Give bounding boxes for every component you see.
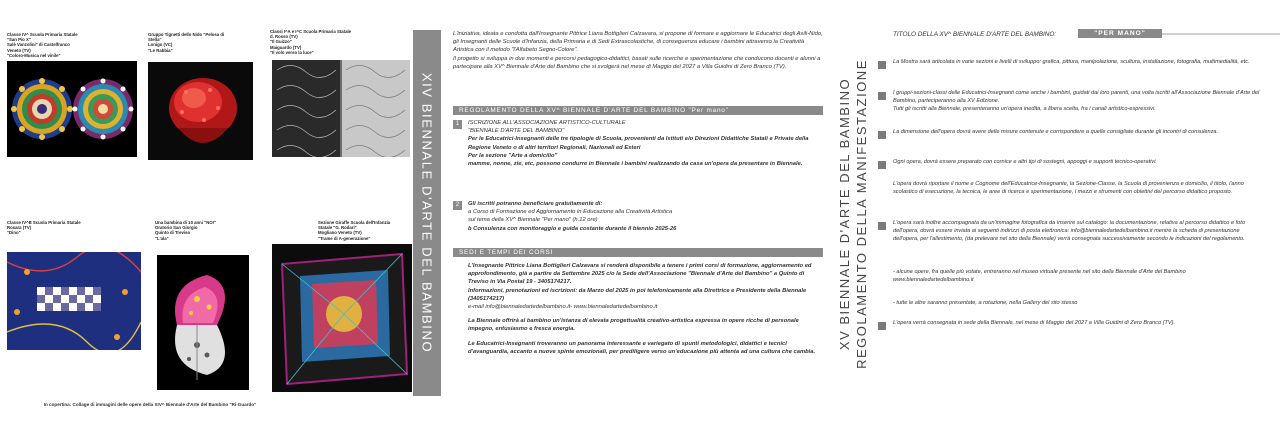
regulation-item: - tutte le altre saranno presentate, a rotazione, nella Gallery del sito stesso: [893, 300, 1078, 306]
regulation-item: L'opera sarà inoltre accompagnata da un'immagine fotografica da inserire sul catalogo: la documentazione, relativa al percorso didattico e foto dell'opera, dovrà essere inviata ai seguenti indirizzi di posta elettronica: info@biennaledartedelbambino.it mentre la scheda di presentazione dell'opera, per l'allestimento, (da prelevare nel sito della Biennale) verrà consegnata successivamente secondo le indicazioni del regolamento.: [893, 220, 1245, 243]
section-text: Per le Educatrici-Insegnanti delle tre tipologie di Scuola, provenienti da Istituti e/o Direzioni Didattiche Statali e Private della Regione Veneto o di altri territori Regionali, Nazionali ed Esteri: [468, 136, 809, 151]
theme-title-label: TITOLO DELLA XV^ BIENNALE D'ARTE DEL BAMBINO:: [893, 31, 1057, 38]
artwork-image: [272, 244, 412, 392]
section-text: Gli iscritti potranno beneficiare gratuitamente di:: [468, 201, 603, 207]
band-title-line: XV BIENNALE D'ARTE DEL BAMBINO: [837, 77, 852, 350]
section-text: "BIENNALE D'ARTE DEL BAMBINO": [468, 128, 565, 135]
artwork-image: [148, 62, 253, 160]
artwork-caption: Classi I^A e I^C Scuola Primaria Statale d. Rosso (TV) "Il Guizzo" Maiguardo (TV) "Il volo verso la luce": [270, 29, 352, 55]
regulation-item: Ogni opera, dovrà essere preparato con cornice e altri tipi di sostegni, appoggi e supporti tecnico-operativi.: [893, 159, 1157, 165]
artwork-caption: Classe IV^B Scuola Primaria Statale Rosara (TV) "Dino": [7, 220, 81, 236]
section-number: 1: [453, 120, 462, 129]
artwork-caption: Classe IV^ Scuola Primaria Statale "San Pio X" Salè Vanzolini" di Castelfranco Veneto (TV) "Coloro-Musica nel vinile": [7, 32, 78, 58]
band-title-line: REGOLAMENTO DELLA MANIFESTAZIONE: [854, 58, 869, 369]
band-title-right-text: [836, 59, 870, 369]
sedi-text: Informazioni, prenotazioni ed iscrizioni: da Marzo del 2025 in poi telefonicamente alla Direttrice e Presidente della Biennale (3405174217): [468, 287, 807, 302]
band-title-right: [838, 0, 868, 427]
regulation-item: La dimensione dell'opera dovrà avere delle misure contenute e corrispondere a quelle consigliate durante gli incontri di consulenza.: [893, 129, 1219, 135]
section-text: ISCRIZIONE ALL'ASSOCIAZIONE ARTISTICO-CULTURALE: [468, 120, 626, 126]
artwork-caption: Gruppo Tignetti dello Nido "Pelosa di Stella" Lonigo (VC) "Le Rabbia": [148, 32, 225, 53]
sedi-contact: e-mail info@biennaledartedelbambino.it- www.biennaledartedelbambino.it: [468, 304, 658, 311]
bullet-square-icon: [878, 161, 886, 169]
band-title-text: XIV BIENNALE D'ARTE DEL BAMBINO: [419, 72, 435, 354]
artwork-image: [157, 255, 249, 390]
section-number: 2: [453, 201, 462, 210]
artwork-image: [272, 60, 410, 157]
sedi-text: La Biennale offrirà al bambino un'istanza di elevata progettualità creativo-artistica espressa in opere ricche di personale impegno, entusiasmo e fresca energia.: [468, 318, 799, 333]
artwork-caption: Sezione Giraffe Scuola dell'Infanzia Statale "G. Rodari" Mogliano Veneto (TV) "Trame di A-generazione": [318, 220, 391, 241]
theme-title-badge: "PER MANO": [1078, 29, 1162, 38]
artwork-image: [7, 252, 141, 350]
regulation-item: La Mostra sarà articolata in varie sezioni e livelli di sviluppo: grafica, pittura, manipolazione, scultura, installazione, fotografia, multimedialità, etc.: [893, 59, 1250, 65]
band-title-left: [413, 30, 441, 396]
bullet-square-icon: [878, 322, 886, 330]
section-registration: [468, 119, 823, 168]
section-text: mamme, nonne, zie, etc, possono condurre in Biennale i bambini realizzando da casa un'opera da presentare in Biennale.: [468, 161, 803, 168]
bullet-square-icon: [878, 92, 886, 100]
section-text: b Consulenza con monitoraggio e guida costante durante il biennio 2025-26: [468, 225, 677, 232]
intro-block: [453, 30, 823, 71]
section-benefits: [468, 200, 823, 233]
intro-paragraph: Il progetto si sviluppa in due momenti e percorsi pedagogico-didattici, basati sulle ricerche e sperimentazione che conducono docenti e alunni a partecipare alla XV^ Biennale d'Arte del Bambino che si svolgerà nel mese di Maggio del 2027 a Villa Guidini di Zero Branco (TV).: [453, 55, 821, 70]
regulation-item: L'opera verrà consegnata in sede della Biennale, nel mese di Maggio del 2027 a Villa Guidini di Zero Branco (TV).: [893, 320, 1176, 326]
section-text: Per la sezione "Arte a domicilio": [468, 152, 558, 159]
bullet-square-icon: [878, 131, 886, 139]
bullet-square-icon: [878, 61, 886, 69]
cover-caption: In copertina: Collage di immagini delle opere della XIV^ Biennale d'Arte del Bambino "Ri-Guardo": [43, 402, 257, 407]
bullet-square-icon: [878, 222, 886, 230]
section-text: a Corso di Formazione ed Aggiornamento in Educazione alla Creatività Artistica: [468, 209, 673, 216]
section-text: sul tema della XV^ Biennale "Per mano" (h.12 ore): [468, 217, 598, 224]
sedi-text: L'Insegnante Pittrice Liana Bottiglieri Calzavara si renderà disponibile a tenere i primi corsi di formazione, aggiornamento ed approfondimento, già a partire da Settembre 2025 c/o la Sede dell'Associazione "Biennale d'Arte del Bambino" a Quinto di Treviso in Via Postal 19 - 3405174217.: [468, 263, 812, 286]
sedi-block: [468, 262, 823, 356]
sedi-header: SEDI E TEMPI DEI CORSI: [453, 248, 823, 257]
regulation-item: - alcune opere, fra quelle più votate, entreranno nel museo virtuale presente nel sito della Biennale d'Arte del Bambino www.biennaledartedelbambino.it: [893, 269, 1186, 284]
intro-paragraph: L'iniziativa, ideata e condotta dall'Insegnante Pittrice Liana Bottiglieri Calzavara, si propone di formare e aggiornare le Educatrici degli Asili-Nido, gli Insegnanti delle Scuole d'Infanzia, della Primaria e di Sedi Extrascolastiche, di conseguenza educare i bambini attraverso la Creatività Artistica con il metodo "l'Alfabeto Segno-Colore".: [453, 31, 823, 54]
regulation-item: L'opera dovrà riportare il nome e Cognome dell'Educatrice-Insegnante, la Sezione-Classe, la Scuola di provenienza e domicilio, il titolo, l'anno scolastico di esecuzione, la tecnica, le aree di ricerca e sperimentazione, i mezzi e strumenti con obiettivi del percorso didattico proposto.: [893, 181, 1244, 196]
regulation-header: REGOLAMENTO DELLA XV^ BIENNALE D'ARTE DEL BAMBINO "Per mano": [453, 106, 823, 115]
artwork-caption: Una bambina di 10 anni "NO!" Oratorio San Giorgio Quinto di Treviso "L'ala": [155, 220, 217, 241]
divider: [1162, 33, 1280, 35]
regulation-item: I gruppi-sezioni-classi delle Educatrici-Insegnanti come anche i bambini, guidati dai loro parenti, una volta iscritti all'Associazione Biennale d'Arte del Bambino, parteciperanno alla XV Edizione. Tutti gli iscritti alla Biennale, presenteranno un'opera inedita, a libera scelta, fra i canali artistico-espressivi.: [893, 90, 1260, 113]
artwork-image: [7, 61, 137, 157]
sedi-text: Le Educatrici-Insegnanti troveranno un panorama interessante e variegato di spunti metodologici, didattici e tecnici d'avanguardia, accanto a nuove spinte emozionali, per prediligere verso un'educazione più attenta ad una cultura che cambia.: [468, 340, 816, 355]
